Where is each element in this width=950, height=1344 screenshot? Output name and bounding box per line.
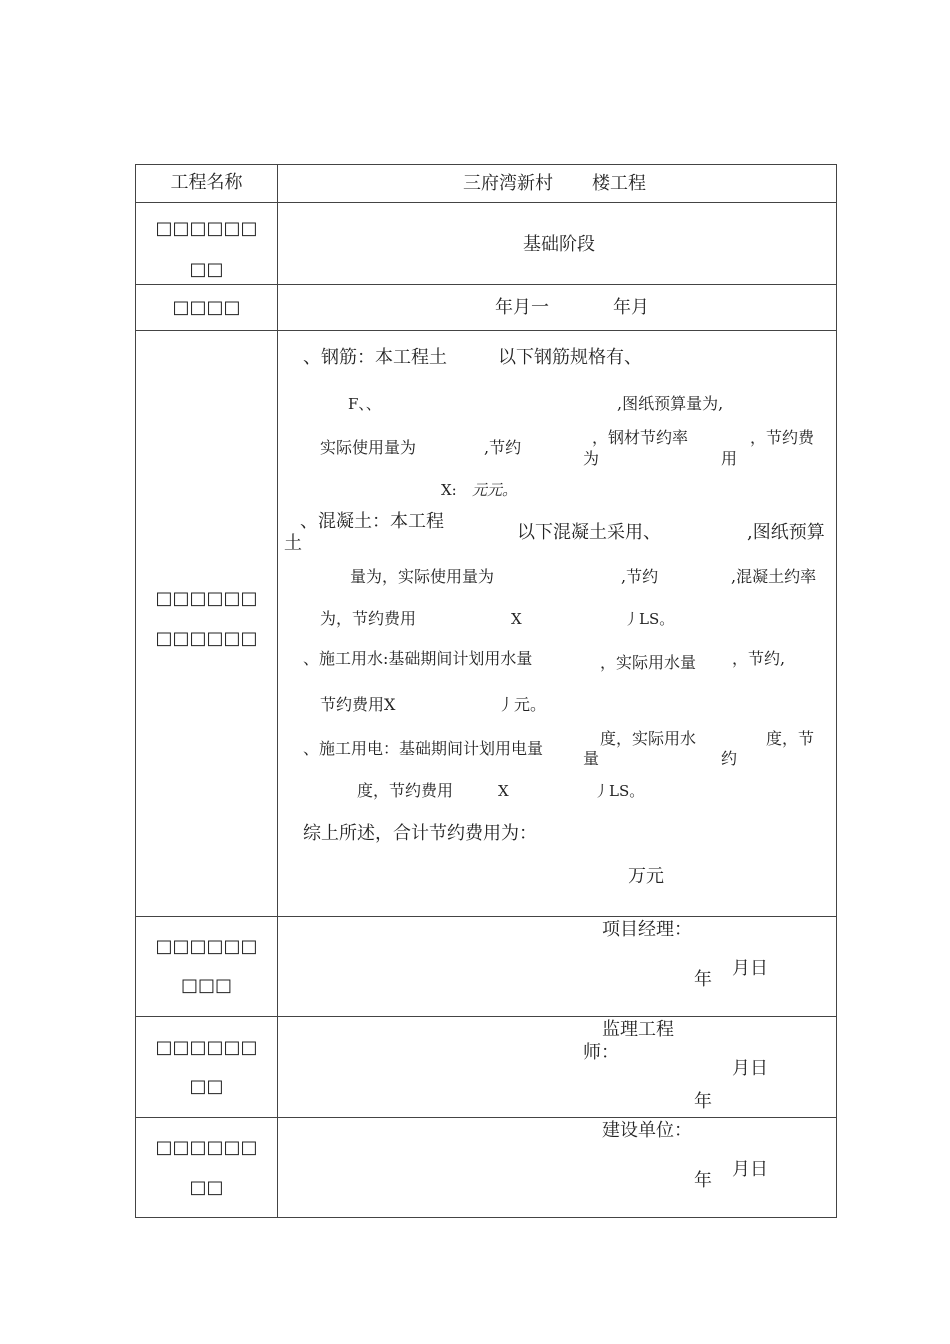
steel-line3-c: ，钢材节约率 xyxy=(592,428,689,447)
row-divider xyxy=(135,330,837,331)
supervisor-year: 年 xyxy=(694,1091,712,1112)
supervisor-signature-label-line2: 师： xyxy=(583,1042,619,1063)
power-line1-a: 、施工用电：基础期间计划用电量 xyxy=(303,739,544,758)
period-end: 年月 xyxy=(613,297,649,318)
summary-text: 综上所述，合计节约费用为： xyxy=(303,823,537,844)
steel-line2-b: ,图纸预算量为, xyxy=(617,394,724,413)
power-line1-b: 度，实际用水 xyxy=(600,729,697,748)
concrete-line3-a: 为，节约费用 xyxy=(320,609,417,628)
row-divider xyxy=(135,202,837,203)
owner-year: 年 xyxy=(694,1170,712,1191)
steel-line1-b: 以下钢筋规格有、 xyxy=(498,347,642,368)
stage-label-line2: □□ xyxy=(189,259,224,280)
concrete-line2-b: ,节约 xyxy=(621,567,659,586)
steel-line1-a: 、钢筋：本工程土 xyxy=(303,347,447,368)
pm-opinion-label-line1: □□□□□□ xyxy=(155,936,258,957)
power-line2-c: 丿LS。 xyxy=(594,782,645,800)
water-line1-a: 、施工用水:基础期间计划用水量 xyxy=(303,649,533,668)
water-line2-a: 节约费用X xyxy=(320,695,396,714)
concrete-line1-d: ,图纸预算 xyxy=(747,522,825,543)
savings-label-line2: □□□□□□ xyxy=(155,628,258,649)
project-name-label: 工程名称 xyxy=(170,172,243,193)
period-label: □□□□ xyxy=(172,297,241,318)
owner-month-day: 月日 xyxy=(732,1159,768,1180)
supervisor-month-day: 月日 xyxy=(732,1058,768,1079)
period-start: 年月一 xyxy=(495,297,549,318)
power-line2-b: X xyxy=(498,782,509,800)
row-divider xyxy=(135,1117,837,1118)
stage-label-line1: □□□□□□ xyxy=(155,218,258,239)
row-divider xyxy=(135,1016,837,1017)
project-name-value: 三府湾新村 xyxy=(463,173,553,194)
steel-line4-b: 元元。 xyxy=(472,481,518,499)
steel-line3-a: 实际使用量为 xyxy=(320,438,417,457)
steel-line4-a: X: xyxy=(441,481,457,499)
steel-line3-f: 用 xyxy=(721,449,738,468)
row-divider xyxy=(135,916,837,917)
pm-opinion-label-line2: □□□ xyxy=(180,975,233,996)
concrete-line1-a: 、混凝土：本工程 xyxy=(300,511,444,532)
pm-month-day: 月日 xyxy=(732,958,768,979)
supervisor-signature-label-line1: 监理工程 xyxy=(602,1019,674,1040)
project-name-suffix: 楼工程 xyxy=(592,173,646,194)
power-line2-a: 度，节约费用 xyxy=(357,781,454,800)
water-line1-b: ，实际用水量 xyxy=(600,653,697,672)
power-line1-d: 度，节 xyxy=(766,729,815,748)
supervisor-opinion-label-line2: □□ xyxy=(189,1076,224,1097)
concrete-line1-c: 以下混凝土采用、 xyxy=(517,522,661,543)
pm-year: 年 xyxy=(694,969,712,990)
concrete-line2-c: ,混凝土约率 xyxy=(731,567,817,586)
pm-signature-label: 项目经理： xyxy=(602,919,692,940)
steel-line2-a: F、、 xyxy=(348,395,381,413)
power-line1-e: 约 xyxy=(721,749,738,768)
water-line1-c: ，节约, xyxy=(732,649,786,668)
supervisor-opinion-label-line1: □□□□□□ xyxy=(155,1037,258,1058)
steel-line3-d: 为 xyxy=(583,449,600,468)
owner-opinion-label-line1: □□□□□□ xyxy=(155,1137,258,1158)
summary-unit: 万元 xyxy=(628,866,664,887)
concrete-line3-b: X xyxy=(511,610,522,628)
steel-line3-e: ，节约费 xyxy=(750,428,815,447)
savings-label-line1: □□□□□□ xyxy=(155,588,258,609)
concrete-line2-a: 量为，实际使用量为 xyxy=(350,567,495,586)
steel-line3-b: ,节约 xyxy=(484,438,522,457)
water-line2-b: 丿元。 xyxy=(498,695,547,714)
column-divider xyxy=(277,164,278,1218)
concrete-line3-c: 丿LS。 xyxy=(624,610,675,628)
owner-signature-label: 建设单位： xyxy=(602,1120,692,1141)
concrete-line1-b: 土 xyxy=(284,533,302,554)
power-line1-c: 量 xyxy=(583,749,600,768)
stage-value: 基础阶段 xyxy=(523,234,595,255)
owner-opinion-label-line2: □□ xyxy=(189,1177,224,1198)
